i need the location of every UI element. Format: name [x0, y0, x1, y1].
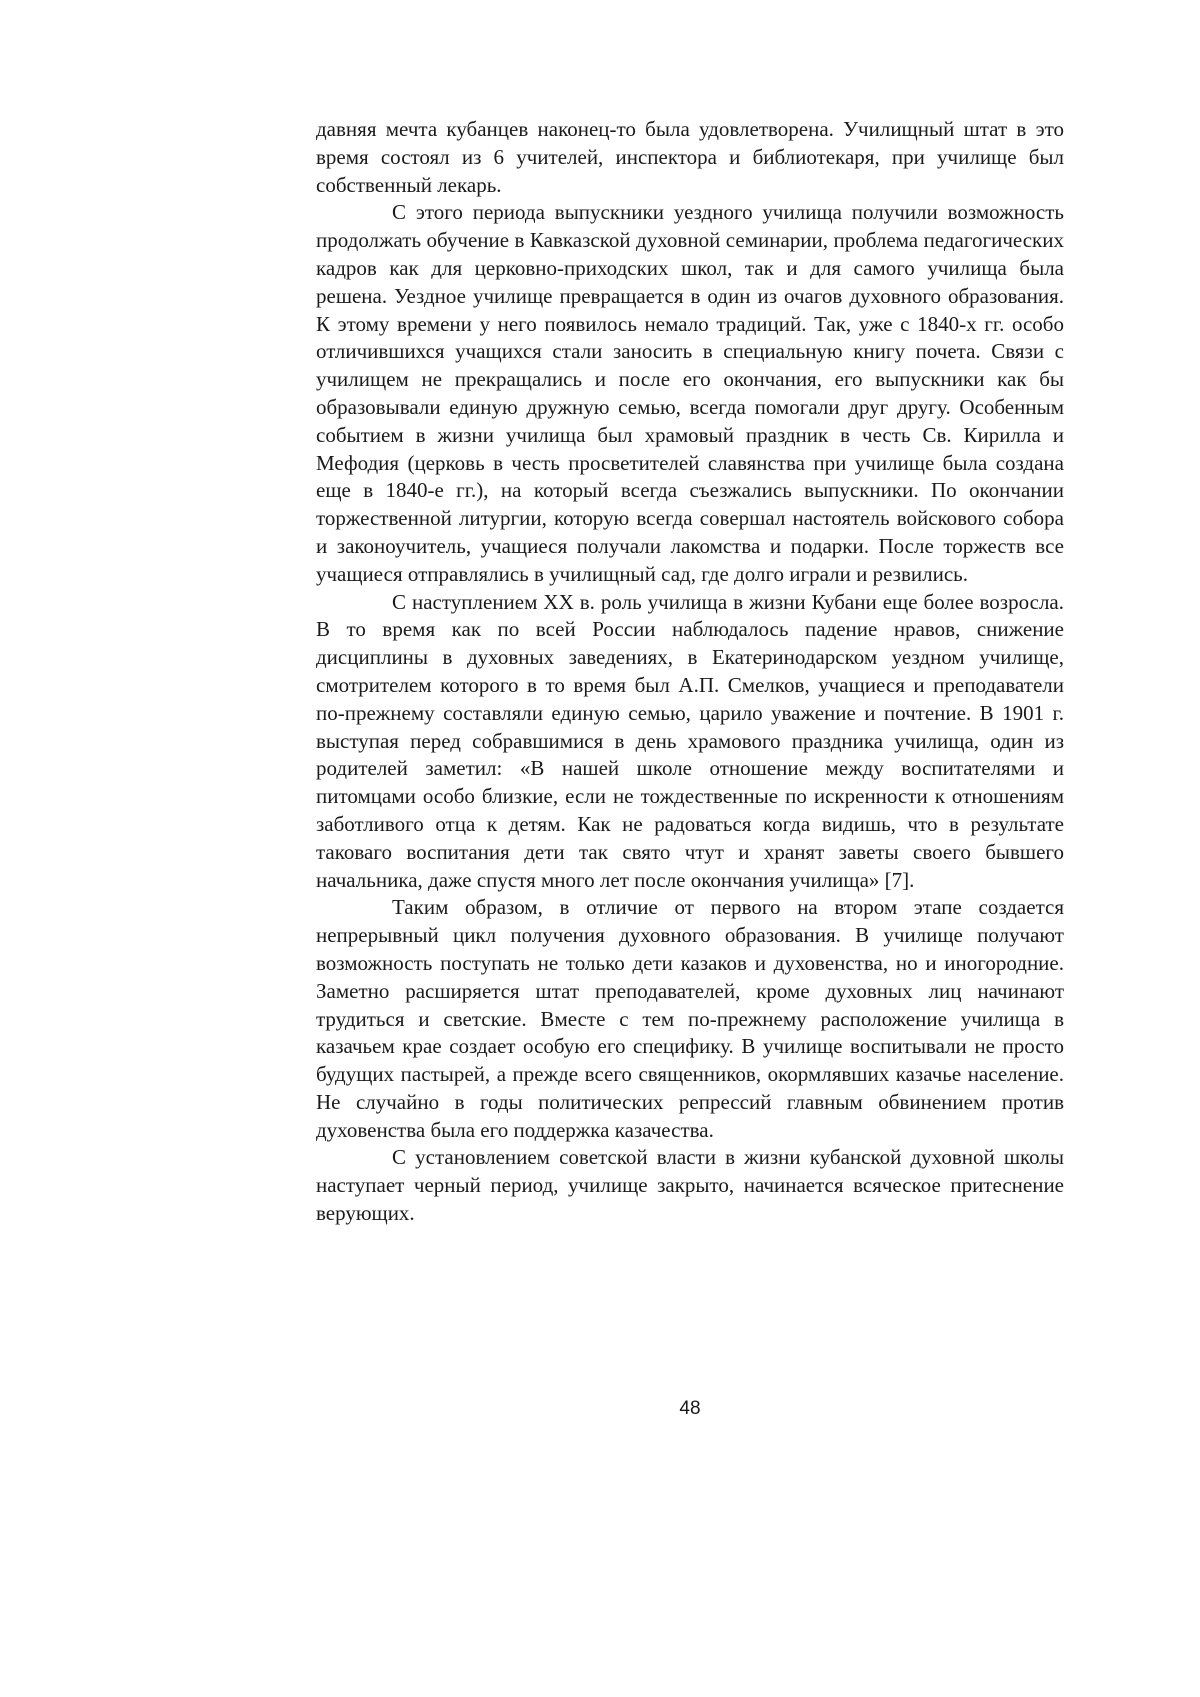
- page-number: 48: [0, 1398, 1200, 1420]
- paragraph: С наступлением ХХ в. роль училища в жизни Кубани еще более возросла. В то время как по всей России наблюдалось падение нравов, снижение дисциплины в духовных заведениях, в Екатеринодарском уездном училище, смотрителем которого в то время был А.П. Смелков, учащиеся и преподаватели по-прежнему составляли единую семью, царило уважение и почтение. В 1901 г. выступая перед собравшимися в день храмового праздника училища, один из родителей заметил: «В нашей школе отношение между воспитателями и питомцами особо близкие, если не тождественные по искренности к отношениям заботливого отца к детям. Как не радоваться когда видишь, что в результате таковаго воспитания дети так свято чтут и хранят заветы своего бывшего начальника, даже спустя много лет после окончания училища» [7].: [316, 589, 1064, 895]
- paragraph: С установлением советской власти в жизни кубанской духовной школы наступает черный период, училище закрыто, начинается всяческое притеснение верующих.: [316, 1144, 1064, 1227]
- paragraph: Таким образом, в отличие от первого на втором этапе создается непрерывный цикл получения духовного образования. В училище получают возможность поступать не только дети казаков и духовенства, но и иногородние. Заметно расширяется штат преподавателей, кроме духовных лиц начинают трудиться и светские. Вместе с тем по-прежнему расположение училища в казачьем крае создает особую его специфику. В училище воспитывали не просто будущих пастырей, а прежде всего священников, окормлявших казачье население. Не случайно в годы политических репрессий главным обвинением против духовенства была его поддержка казачества.: [316, 894, 1064, 1144]
- body-text: [316, 116, 1064, 1228]
- paragraph: С этого периода выпускники уездного училища получили возможность продолжать обучение в Кавказской духовной семинарии, проблема педагогических кадров как для церковно-приходских школ, так и для самого училища была решена. Уездное училище превращается в один из очагов духовного образования. К этому времени у него появилось немало традиций. Так, уже с 1840-х гг. особо отличившихся учащихся стали заносить в специальную книгу почета. Связи с училищем не прекращались и после его окончания, его выпускники как бы образовывали единую дружную семью, всегда помогали друг другу. Особенным событием в жизни училища был храмовый праздник в честь Св. Кирилла и Мефодия (церковь в честь просветителей славянства при училище была создана еще в 1840-е гг.), на который всегда съезжались выпускники. По окончании торжественной литургии, которую всегда совершал настоятель войскового собора и законоучитель, учащиеся получали лакомства и подарки. После торжеств все учащиеся отправлялись в училищный сад, где долго играли и резвились.: [316, 199, 1064, 588]
- paragraph-continuation: давняя мечта кубанцев наконец-то была удовлетворена. Училищный штат в это время состоял из 6 учителей, инспектора и библиотекаря, при училище был собственный лекарь.: [316, 116, 1064, 199]
- document-page: [0, 0, 1200, 1697]
